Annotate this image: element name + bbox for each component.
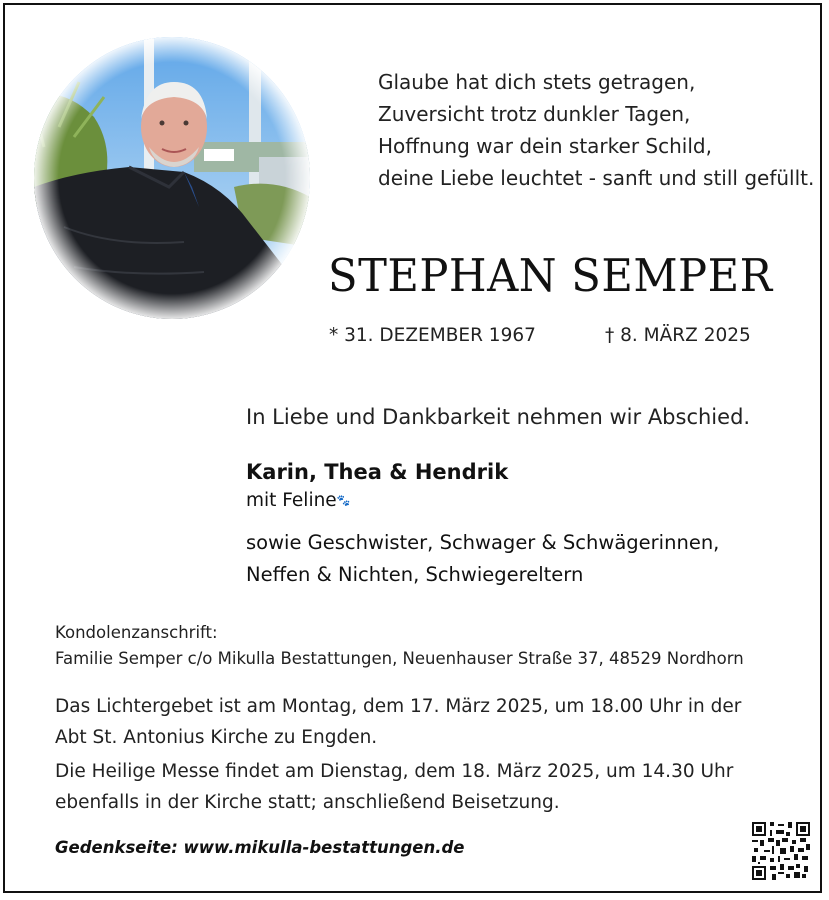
service-paragraph-1 <box>55 691 741 753</box>
poem-line: Hoffnung war dein starker Schild, <box>378 134 712 158</box>
mourners-others-line: sowie Geschwister, Schwager & Schwägerinnen, <box>246 531 720 554</box>
portrait-photo <box>34 37 310 319</box>
service-info <box>55 691 741 818</box>
condolence-label: Kondolenzanschrift: <box>55 623 218 642</box>
deceased-name: STEPHAN SEMPER <box>328 249 773 302</box>
poem-line: Zuversicht trotz dunkler Tagen, <box>378 102 691 126</box>
mourners-main: Karin, Thea & Hendrik <box>246 460 509 484</box>
paw-icon: 🐾 <box>336 494 351 507</box>
birth-date: * 31. DEZEMBER 1967 <box>329 325 536 346</box>
death-date: † 8. MÄRZ 2025 <box>605 325 751 346</box>
qr-code-icon[interactable] <box>752 822 810 880</box>
portrait-illustration <box>34 37 310 319</box>
service-line: Das Lichtergebet ist am Montag, dem 17. März 2025, um 18.00 Uhr in der <box>55 696 742 717</box>
mourners-others <box>246 527 719 591</box>
farewell-text: In Liebe und Dankbarkeit nehmen wir Abschied. <box>246 405 751 429</box>
memorial-page-link[interactable]: Gedenkseite: www.mikulla-bestattungen.de <box>55 838 465 857</box>
mourners-others-line: Neffen & Nichten, Schwiegereltern <box>246 563 584 586</box>
condolence-address: Familie Semper c/o Mikulla Bestattungen, Neuenhauser Straße 37, 48529 Nordhorn <box>55 649 744 668</box>
condolence-address-block <box>55 620 744 672</box>
poem-line: Glaube hat dich stets getragen, <box>378 70 696 94</box>
pet-label: mit Feline <box>246 490 337 511</box>
service-line: Die Heilige Messe findet am Dienstag, dem 18. März 2025, um 14.30 Uhr <box>55 761 734 782</box>
mourners-pet <box>246 487 719 515</box>
poem <box>378 66 814 194</box>
mourners-block <box>246 457 719 591</box>
service-paragraph-2 <box>55 756 741 818</box>
poem-line: deine Liebe leuchtet - sanft und still gefüllt. <box>378 166 815 190</box>
service-line: ebenfalls in der Kirche statt; anschließend Beisetzung. <box>55 792 560 813</box>
service-line: Abt St. Antonius Kirche zu Engden. <box>55 727 378 748</box>
